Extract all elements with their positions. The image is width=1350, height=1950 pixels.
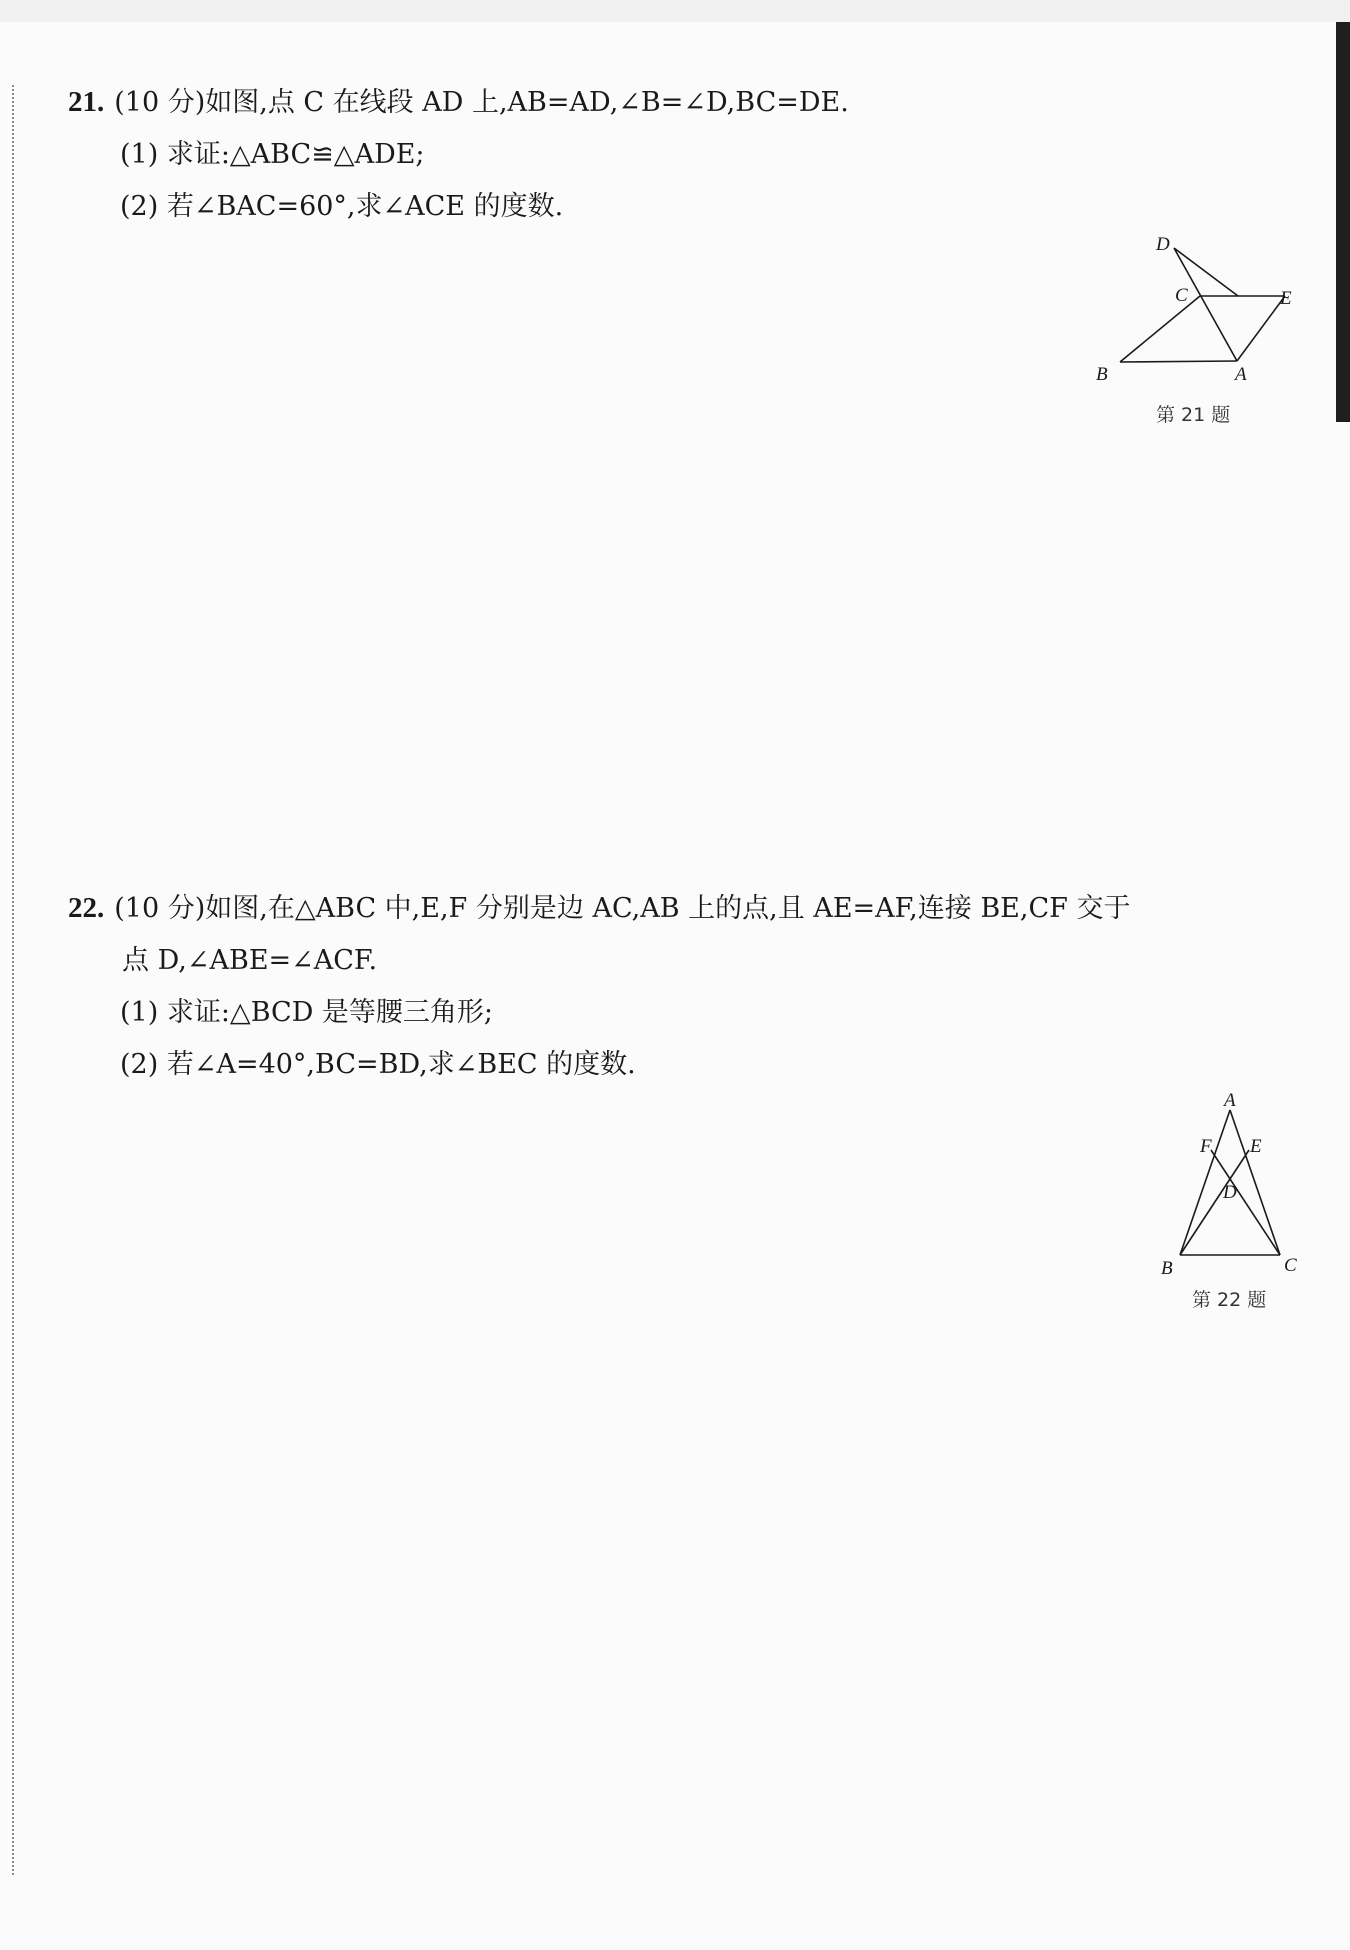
figure-22-diagram [1150,1088,1300,1278]
figure-21-diagram [1090,228,1310,388]
segment-CF [1211,1150,1280,1255]
point-D-label: D [1223,1182,1237,1203]
problem-21-text: (10 分)如图,点 C 在线段 AD 上,AB=AD,∠B=∠D,BC=DE. [114,87,849,118]
point-E-label: E [1280,288,1292,309]
problem-21 [68,76,1298,233]
scan-edge-bar [1336,22,1350,422]
point-C-label: C [1284,1255,1297,1276]
point-C-label: C [1175,285,1188,306]
segment-EA [1237,296,1285,361]
problem-22-part-2: (2) 若∠A=40°,BC=BD,求∠BEC 的度数. [120,1049,636,1080]
segment-BE [1180,1150,1249,1255]
point-B-label: B [1161,1258,1173,1278]
point-F-label: F [1200,1136,1212,1157]
problem-21-number: 21. [68,86,105,118]
figure-21 [1090,228,1310,392]
figure-22-caption: 第 22 题 [1192,1289,1267,1311]
page-top-shade [0,0,1350,22]
point-A-label: A [1224,1090,1236,1111]
point-D-label: D [1156,234,1170,255]
problem-21-stem [68,76,1298,129]
problem-22-number: 22. [68,892,105,924]
problem-22-stem [68,882,1298,935]
point-B-label: B [1096,364,1108,385]
segment-AC [1230,1110,1280,1255]
problem-22-stem-cont: 点 D,∠ABE=∠ACF. [122,945,378,976]
problem-22 [68,882,1298,1091]
point-E-label: E [1250,1136,1262,1157]
segment-BA [1120,361,1237,362]
problem-22-part-1: (1) 求证:△BCD 是等腰三角形; [120,997,494,1028]
figure-21-caption: 第 21 题 [1156,404,1231,426]
problem-22-text: (10 分)如图,在△ABC 中,E,F 分别是边 AC,AB 上的点,且 AE=AF,连接 BE,CF 交于 [114,893,1131,924]
problem-21-part-2: (2) 若∠BAC=60°,求∠ACE 的度数. [120,191,564,222]
figure-22 [1150,1088,1300,1282]
problem-21-part-1: (1) 求证:△ABC≌△ADE; [120,139,425,170]
point-A-label: A [1235,364,1247,385]
segment-BC [1120,296,1200,362]
binding-margin-line [12,85,14,1875]
